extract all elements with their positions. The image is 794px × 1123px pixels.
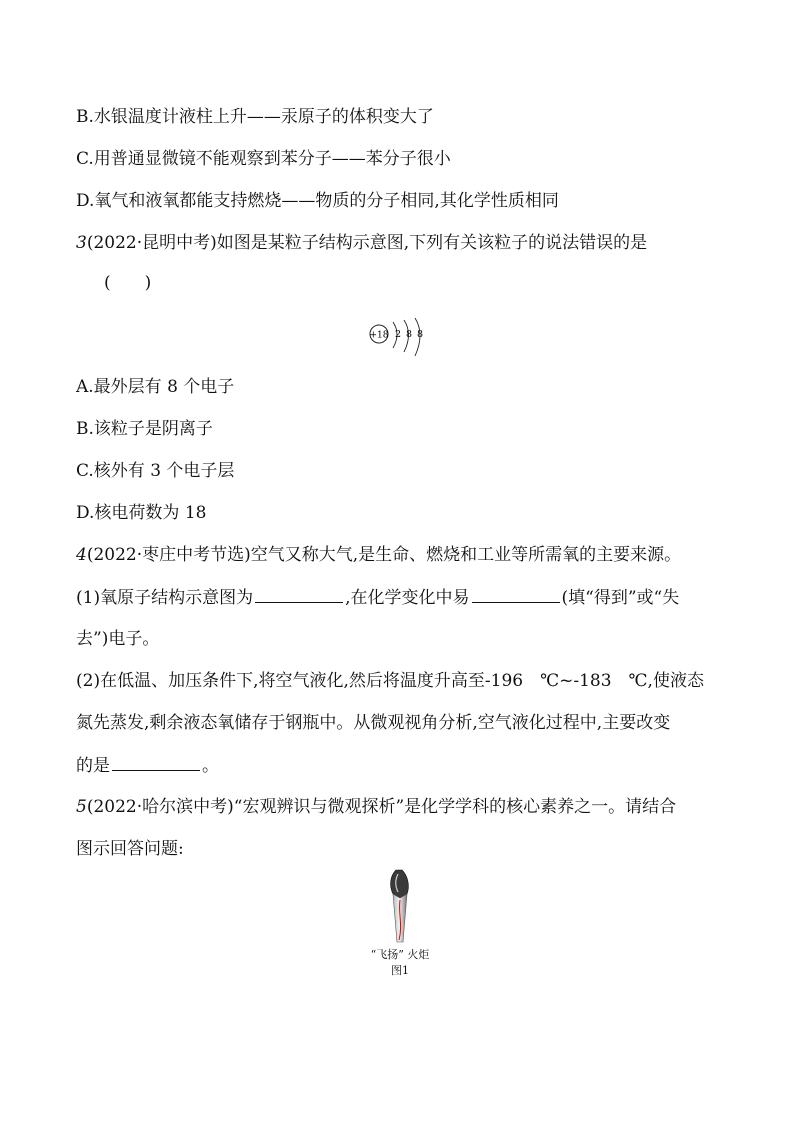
question-4-part-2-cont: 氮先蒸发,剩余液态氧储存于钢瓶中。从微观视角分析,空气液化过程中,主要改变 (76, 713, 671, 733)
text-segment: 。 (202, 756, 219, 776)
atom-structure-diagram (368, 318, 432, 358)
text-segment: ,在化学变化中易 (345, 588, 470, 608)
figure-caption: “飞扬” 火炬 (370, 948, 430, 961)
nucleus-charge: +18 (369, 330, 389, 341)
question-number: 4 (76, 545, 87, 565)
option-b: B.水银温度计液柱上升——汞原子的体积变大了 (76, 107, 434, 127)
answer-blank[interactable] (472, 586, 560, 603)
option-d: D.氧气和液氧都能支持燃烧——物质的分子相同,其化学性质相同 (76, 191, 559, 211)
figure-label: 图1 (391, 964, 409, 977)
option-b: B.该粒子是阴离子 (76, 419, 213, 439)
option-a: A.最外层有 8 个电子 (76, 377, 235, 397)
question-3-stem (76, 232, 647, 254)
option-c: C.用普通显微镜不能观察到苯分子——苯分子很小 (76, 149, 451, 169)
text-segment: (填“得到”或“失 (561, 588, 680, 608)
question-number: 5 (76, 797, 87, 817)
question-text: (2022·枣庄中考节选)空气又称大气,是生命、燃烧和工业等所需氧的主要来源。 (86, 545, 682, 565)
option-c: C.核外有 3 个电子层 (76, 461, 235, 481)
question-5-stem (76, 796, 676, 818)
answer-bracket: ( ) (104, 273, 152, 293)
answer-blank[interactable] (112, 754, 200, 771)
shell-1-electrons: 2 (394, 329, 402, 340)
answer-blank[interactable] (255, 586, 343, 603)
option-d: D.核电荷数为 18 (76, 503, 207, 523)
text-segment: (1)氧原子结构示意图为 (76, 588, 254, 608)
torch-figure (340, 868, 460, 988)
shell-2-electrons: 8 (405, 329, 413, 340)
question-4-part-1 (76, 586, 679, 609)
question-number: 3 (76, 233, 87, 253)
question-4-part-2-end (76, 754, 219, 777)
question-5-stem-cont: 图示回答问题: (76, 839, 184, 859)
question-text: (2022·哈尔滨中考)“宏观辨识与微观探析”是化学学科的核心素养之一。请结合 (86, 797, 677, 817)
shell-3-electrons: 8 (416, 329, 424, 340)
question-4-part-1-cont: 去”)电子。 (76, 629, 160, 649)
question-text: (2022·昆明中考)如图是某粒子结构示意图,下列有关该粒子的说法错误的是 (86, 233, 648, 253)
question-4-part-2: (2)在低温、加压条件下,将空气液化,然后将温度升高至-196 ℃~-183 ℃,使液态 (76, 671, 704, 691)
torch-icon (340, 868, 460, 944)
question-4-stem (76, 544, 681, 566)
text-segment: 的是 (76, 756, 110, 776)
